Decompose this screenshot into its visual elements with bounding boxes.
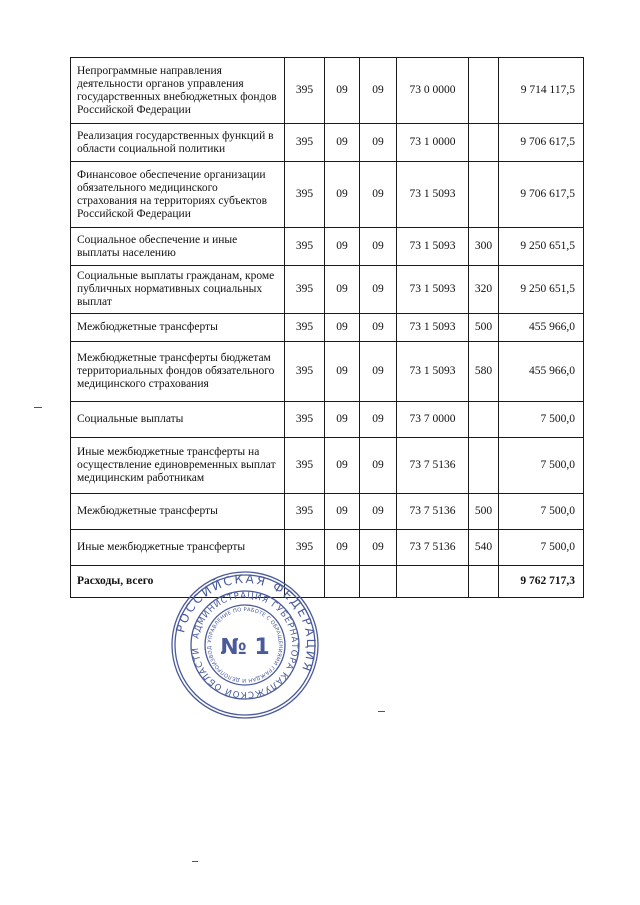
row-section-cell: 09 <box>325 438 360 494</box>
row-amount-cell: 455 966,0 <box>499 342 584 402</box>
table-row <box>71 494 584 530</box>
row-target-article-cell: 73 7 0000 <box>397 402 469 438</box>
table-row <box>71 530 584 566</box>
row-subsection-cell: 09 <box>360 124 397 162</box>
table-row <box>71 438 584 494</box>
row-section-cell: 09 <box>325 124 360 162</box>
row-ved-cell: 395 <box>285 228 325 266</box>
row-ved-cell: 395 <box>285 494 325 530</box>
row-ved-cell: 395 <box>285 342 325 402</box>
row-subsection-cell: 09 <box>360 228 397 266</box>
row-name-cell: Межбюджетные трансферты <box>71 314 285 342</box>
seal-outer-text: РОССИЙСКАЯ ФЕДЕРАЦИЯ <box>173 571 319 676</box>
row-subsection-cell: 09 <box>360 402 397 438</box>
row-subsection-cell: 09 <box>360 530 397 566</box>
row-name-cell: Социальное обеспечение и иные выплаты населению <box>71 228 285 266</box>
row-section-cell: 09 <box>325 228 360 266</box>
row-amount-cell: 9 250 651,5 <box>499 266 584 314</box>
scan-mark <box>378 711 385 712</box>
row-amount-cell: 7 500,0 <box>499 402 584 438</box>
scan-mark <box>34 407 42 408</box>
budget-table-body <box>71 58 584 598</box>
table-row <box>71 162 584 228</box>
row-expense-type-cell: 300 <box>469 228 499 266</box>
row-name-cell: Межбюджетные трансферты бюджетам территориальных фондов обязательного медицинского страхования <box>71 342 285 402</box>
row-target-article-cell: 73 1 5093 <box>397 162 469 228</box>
row-subsection-cell: 09 <box>360 266 397 314</box>
row-target-article-cell: 73 1 5093 <box>397 342 469 402</box>
row-section-cell: 09 <box>325 494 360 530</box>
row-ved-cell: 395 <box>285 124 325 162</box>
row-expense-type-cell <box>469 124 499 162</box>
row-expense-type-cell <box>469 58 499 124</box>
row-expense-type-cell <box>469 162 499 228</box>
row-amount-cell: 9 714 117,5 <box>499 58 584 124</box>
row-subsection-cell: 09 <box>360 314 397 342</box>
seal-core-text: УПРАВЛЕНИЕ ПО РАБОТЕ С ОБРАЩЕНИЯМИ ГРАЖДАН И ДЕЛОПРОИЗВОД <box>206 606 284 684</box>
table-row <box>71 314 584 342</box>
row-expense-type-cell: 320 <box>469 266 499 314</box>
table-row <box>71 266 584 314</box>
row-name-cell: Непрограммные направления деятельности органов управления государственных внебюджетных фондов Российской Федерации <box>71 58 285 124</box>
total-label-cell: Расходы, всего <box>71 566 285 598</box>
total-empty-cell <box>469 566 499 598</box>
row-ved-cell: 395 <box>285 162 325 228</box>
table-row <box>71 124 584 162</box>
row-name-cell: Реализация государственных функций в области социальной политики <box>71 124 285 162</box>
row-target-article-cell: 73 0 0000 <box>397 58 469 124</box>
row-ved-cell: 395 <box>285 314 325 342</box>
row-amount-cell: 7 500,0 <box>499 530 584 566</box>
row-amount-cell: 9 250 651,5 <box>499 228 584 266</box>
row-subsection-cell: 09 <box>360 58 397 124</box>
row-ved-cell: 395 <box>285 58 325 124</box>
row-name-cell: Социальные выплаты гражданам, кроме публичных нормативных социальных выплат <box>71 266 285 314</box>
row-target-article-cell: 73 1 5093 <box>397 228 469 266</box>
row-expense-type-cell: 500 <box>469 494 499 530</box>
row-section-cell: 09 <box>325 162 360 228</box>
total-empty-cell <box>325 566 360 598</box>
table-row <box>71 58 584 124</box>
row-name-cell: Иные межбюджетные трансферты на осуществление единовременных выплат медицинским работникам <box>71 438 285 494</box>
row-expense-type-cell: 540 <box>469 530 499 566</box>
budget-table <box>70 57 584 598</box>
official-seal <box>170 570 320 720</box>
row-expense-type-cell: 500 <box>469 314 499 342</box>
row-amount-cell: 9 706 617,5 <box>499 162 584 228</box>
row-ved-cell: 395 <box>285 438 325 494</box>
row-subsection-cell: 09 <box>360 438 397 494</box>
row-amount-cell: 7 500,0 <box>499 438 584 494</box>
table-row <box>71 228 584 266</box>
row-target-article-cell: 73 7 5136 <box>397 438 469 494</box>
row-target-article-cell: 73 7 5136 <box>397 530 469 566</box>
row-amount-cell: 7 500,0 <box>499 494 584 530</box>
row-section-cell: 09 <box>325 530 360 566</box>
row-target-article-cell: 73 1 0000 <box>397 124 469 162</box>
row-section-cell: 09 <box>325 58 360 124</box>
row-section-cell: 09 <box>325 314 360 342</box>
row-section-cell: 09 <box>325 342 360 402</box>
row-subsection-cell: 09 <box>360 342 397 402</box>
row-target-article-cell: 73 7 5136 <box>397 494 469 530</box>
row-expense-type-cell <box>469 402 499 438</box>
row-amount-cell: 455 966,0 <box>499 314 584 342</box>
row-name-cell: Иные межбюджетные трансферты <box>71 530 285 566</box>
row-target-article-cell: 73 1 5093 <box>397 266 469 314</box>
total-empty-cell <box>397 566 469 598</box>
row-name-cell: Социальные выплаты <box>71 402 285 438</box>
seal-inner-text: АДМИНИСТРАЦИЯ ГУБЕРНАТОРА КАЛУЖСКОЙ ОБЛАСТИ <box>190 590 300 700</box>
row-amount-cell: 9 706 617,5 <box>499 124 584 162</box>
row-subsection-cell: 09 <box>360 162 397 228</box>
total-amount-cell: 9 762 717,3 <box>499 566 584 598</box>
row-ved-cell: 395 <box>285 266 325 314</box>
scan-mark <box>192 861 198 862</box>
row-ved-cell: 395 <box>285 530 325 566</box>
row-target-article-cell: 73 1 5093 <box>397 314 469 342</box>
table-total-row <box>71 566 584 598</box>
row-expense-type-cell: 580 <box>469 342 499 402</box>
seal-number: № 1 <box>220 635 270 660</box>
row-section-cell: 09 <box>325 402 360 438</box>
row-section-cell: 09 <box>325 266 360 314</box>
table-row <box>71 342 584 402</box>
table-row <box>71 402 584 438</box>
row-ved-cell: 395 <box>285 402 325 438</box>
row-expense-type-cell <box>469 438 499 494</box>
row-name-cell: Межбюджетные трансферты <box>71 494 285 530</box>
row-subsection-cell: 09 <box>360 494 397 530</box>
row-name-cell: Финансовое обеспечение организации обязательного медицинского страхования на территориях субъектов Российской Федерации <box>71 162 285 228</box>
total-empty-cell <box>360 566 397 598</box>
